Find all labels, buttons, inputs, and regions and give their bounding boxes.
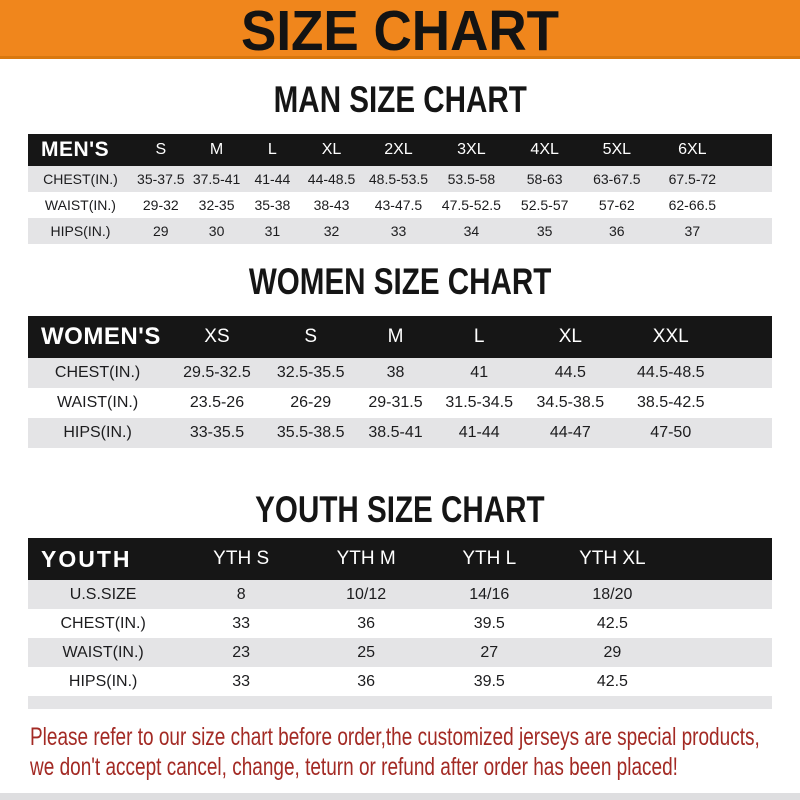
spacer-cell — [723, 418, 772, 448]
size-cell: 26-29 — [267, 388, 355, 418]
youth-section-title-text: YOUTH SIZE CHART — [255, 489, 545, 530]
row-label: U.S.SIZE — [28, 580, 178, 609]
women-hips-row — [28, 418, 772, 448]
size-cell: 41 — [436, 358, 522, 388]
size-cell: 63-67.5 — [581, 166, 653, 192]
men-size-col-6xl: 6XL — [653, 134, 732, 166]
size-cell: 36 — [581, 218, 653, 244]
size-cell: 58-63 — [509, 166, 581, 192]
note-line-1-wrap — [30, 722, 800, 752]
row-label: CHEST(IN.) — [28, 358, 167, 388]
man-section-title-text: MAN SIZE CHART — [273, 79, 527, 120]
men-header-row — [28, 134, 772, 166]
row-label: WAIST(IN.) — [28, 638, 178, 667]
banner-title: SIZE CHART — [240, 0, 560, 59]
size-cell: 62-66.5 — [653, 192, 732, 218]
spacer-cell — [675, 638, 773, 667]
size-cell: 44-48.5 — [300, 166, 362, 192]
youth-corner-label: YOUTH — [28, 538, 178, 580]
size-cell: 48.5-53.5 — [363, 166, 434, 192]
size-cell: 36 — [304, 609, 428, 638]
women-size-col-m: M — [355, 316, 437, 358]
size-cell: 39.5 — [428, 609, 550, 638]
size-cell: 32 — [300, 218, 362, 244]
size-cell: 14/16 — [428, 580, 550, 609]
size-cell: 36 — [304, 667, 428, 696]
youth-section-title — [0, 490, 800, 530]
spacer-cell — [675, 580, 773, 609]
youth-size-col-l: YTH L — [428, 538, 550, 580]
size-cell: 25 — [304, 638, 428, 667]
men-waist-row — [28, 192, 772, 218]
spacer-cell — [732, 192, 772, 218]
spacer-cell — [28, 696, 772, 709]
men-size-col-xl: XL — [300, 134, 362, 166]
size-cell: 37.5-41 — [189, 166, 245, 192]
row-label: WAIST(IN.) — [28, 192, 133, 218]
size-cell: 35-38 — [244, 192, 300, 218]
size-cell: 29 — [133, 218, 189, 244]
youth-waist-row — [28, 638, 772, 667]
size-cell: 29-32 — [133, 192, 189, 218]
size-cell: 10/12 — [304, 580, 428, 609]
size-cell: 29 — [550, 638, 674, 667]
men-size-col-4xl: 4XL — [509, 134, 581, 166]
size-cell: 47-50 — [619, 418, 723, 448]
row-label: CHEST(IN.) — [28, 166, 133, 192]
men-corner-label: MEN'S — [28, 134, 133, 166]
row-label: HIPS(IN.) — [28, 218, 133, 244]
size-cell: 34.5-38.5 — [522, 388, 619, 418]
size-cell: 30 — [189, 218, 245, 244]
note-line-1: Please refer to our size chart before order,the customized jerseys are special products, — [30, 723, 760, 751]
size-cell: 44.5-48.5 — [619, 358, 723, 388]
size-cell: 18/20 — [550, 580, 674, 609]
men-size-col-2xl: 2XL — [363, 134, 434, 166]
row-label: HIPS(IN.) — [28, 667, 178, 696]
men-size-col-s: S — [133, 134, 189, 166]
size-cell: 33 — [363, 218, 434, 244]
youth-header-row — [28, 538, 772, 580]
size-cell: 34 — [434, 218, 508, 244]
row-label: WAIST(IN.) — [28, 388, 167, 418]
spacer-cell — [732, 218, 772, 244]
size-cell: 33 — [178, 609, 304, 638]
note-line-2-wrap — [30, 752, 800, 782]
size-cell: 32-35 — [189, 192, 245, 218]
women-size-col-xl: XL — [522, 316, 619, 358]
women-size-col-l: L — [436, 316, 522, 358]
row-label: HIPS(IN.) — [28, 418, 167, 448]
size-cell: 52.5-57 — [509, 192, 581, 218]
size-cell: 42.5 — [550, 609, 674, 638]
size-cell: 37 — [653, 218, 732, 244]
men-hips-row — [28, 218, 772, 244]
youth-spacer-row — [28, 696, 772, 709]
youth-chest-row — [28, 609, 772, 638]
size-cell: 42.5 — [550, 667, 674, 696]
size-cell: 35 — [509, 218, 581, 244]
women-corner-label: WOMEN'S — [28, 316, 167, 358]
men-size-col-l: L — [244, 134, 300, 166]
size-cell: 47.5-52.5 — [434, 192, 508, 218]
man-section-title — [0, 80, 800, 120]
size-cell: 27 — [428, 638, 550, 667]
size-cell: 29-31.5 — [355, 388, 437, 418]
spacer-cell — [732, 166, 772, 192]
men-size-col-5xl: 5XL — [581, 134, 653, 166]
women-waist-row — [28, 388, 772, 418]
size-cell: 44-47 — [522, 418, 619, 448]
size-cell: 35-37.5 — [133, 166, 189, 192]
spacer-cell — [723, 388, 772, 418]
size-chart-banner — [0, 0, 800, 59]
size-cell: 39.5 — [428, 667, 550, 696]
spacer-cell — [675, 609, 773, 638]
men-size-col-m: M — [189, 134, 245, 166]
youth-size-col-m: YTH M — [304, 538, 428, 580]
women-size-col-s: S — [267, 316, 355, 358]
women-header-row — [28, 316, 772, 358]
women-size-table — [28, 316, 772, 448]
size-cell: 57-62 — [581, 192, 653, 218]
spacer-cell — [732, 134, 772, 166]
women-section-title — [0, 262, 800, 302]
women-section-title-text: WOMEN SIZE CHART — [248, 261, 552, 302]
youth-size-col-xl: YTH XL — [550, 538, 674, 580]
row-label: CHEST(IN.) — [28, 609, 178, 638]
size-cell: 53.5-58 — [434, 166, 508, 192]
size-cell: 23 — [178, 638, 304, 667]
men-size-col-3xl: 3XL — [434, 134, 508, 166]
women-size-col-xs: XS — [167, 316, 267, 358]
size-cell: 38 — [355, 358, 437, 388]
size-cell: 33-35.5 — [167, 418, 267, 448]
size-cell: 43-47.5 — [363, 192, 434, 218]
spacer-cell — [675, 667, 773, 696]
note-line-2: we don't accept cancel, change, teturn or refund after order has been placed! — [30, 753, 678, 781]
spacer-cell — [723, 316, 772, 358]
size-cell: 33 — [178, 667, 304, 696]
size-cell: 29.5-32.5 — [167, 358, 267, 388]
size-cell: 38-43 — [300, 192, 362, 218]
size-cell: 38.5-41 — [355, 418, 437, 448]
bottom-divider — [0, 793, 800, 800]
size-cell: 8 — [178, 580, 304, 609]
order-policy-note — [30, 722, 800, 782]
spacer-cell — [723, 358, 772, 388]
size-cell: 41-44 — [244, 166, 300, 192]
women-chest-row — [28, 358, 772, 388]
size-cell: 35.5-38.5 — [267, 418, 355, 448]
size-cell: 32.5-35.5 — [267, 358, 355, 388]
size-cell: 41-44 — [436, 418, 522, 448]
spacer-cell — [675, 538, 773, 580]
youth-hips-row — [28, 667, 772, 696]
youth-size-col-s: YTH S — [178, 538, 304, 580]
size-cell: 23.5-26 — [167, 388, 267, 418]
size-cell: 31 — [244, 218, 300, 244]
youth-ussize-row — [28, 580, 772, 609]
men-size-table — [28, 134, 772, 244]
youth-size-table — [28, 538, 772, 709]
size-cell: 31.5-34.5 — [436, 388, 522, 418]
size-cell: 44.5 — [522, 358, 619, 388]
size-cell: 67.5-72 — [653, 166, 732, 192]
size-cell: 38.5-42.5 — [619, 388, 723, 418]
women-size-col-xxl: XXL — [619, 316, 723, 358]
men-chest-row — [28, 166, 772, 192]
